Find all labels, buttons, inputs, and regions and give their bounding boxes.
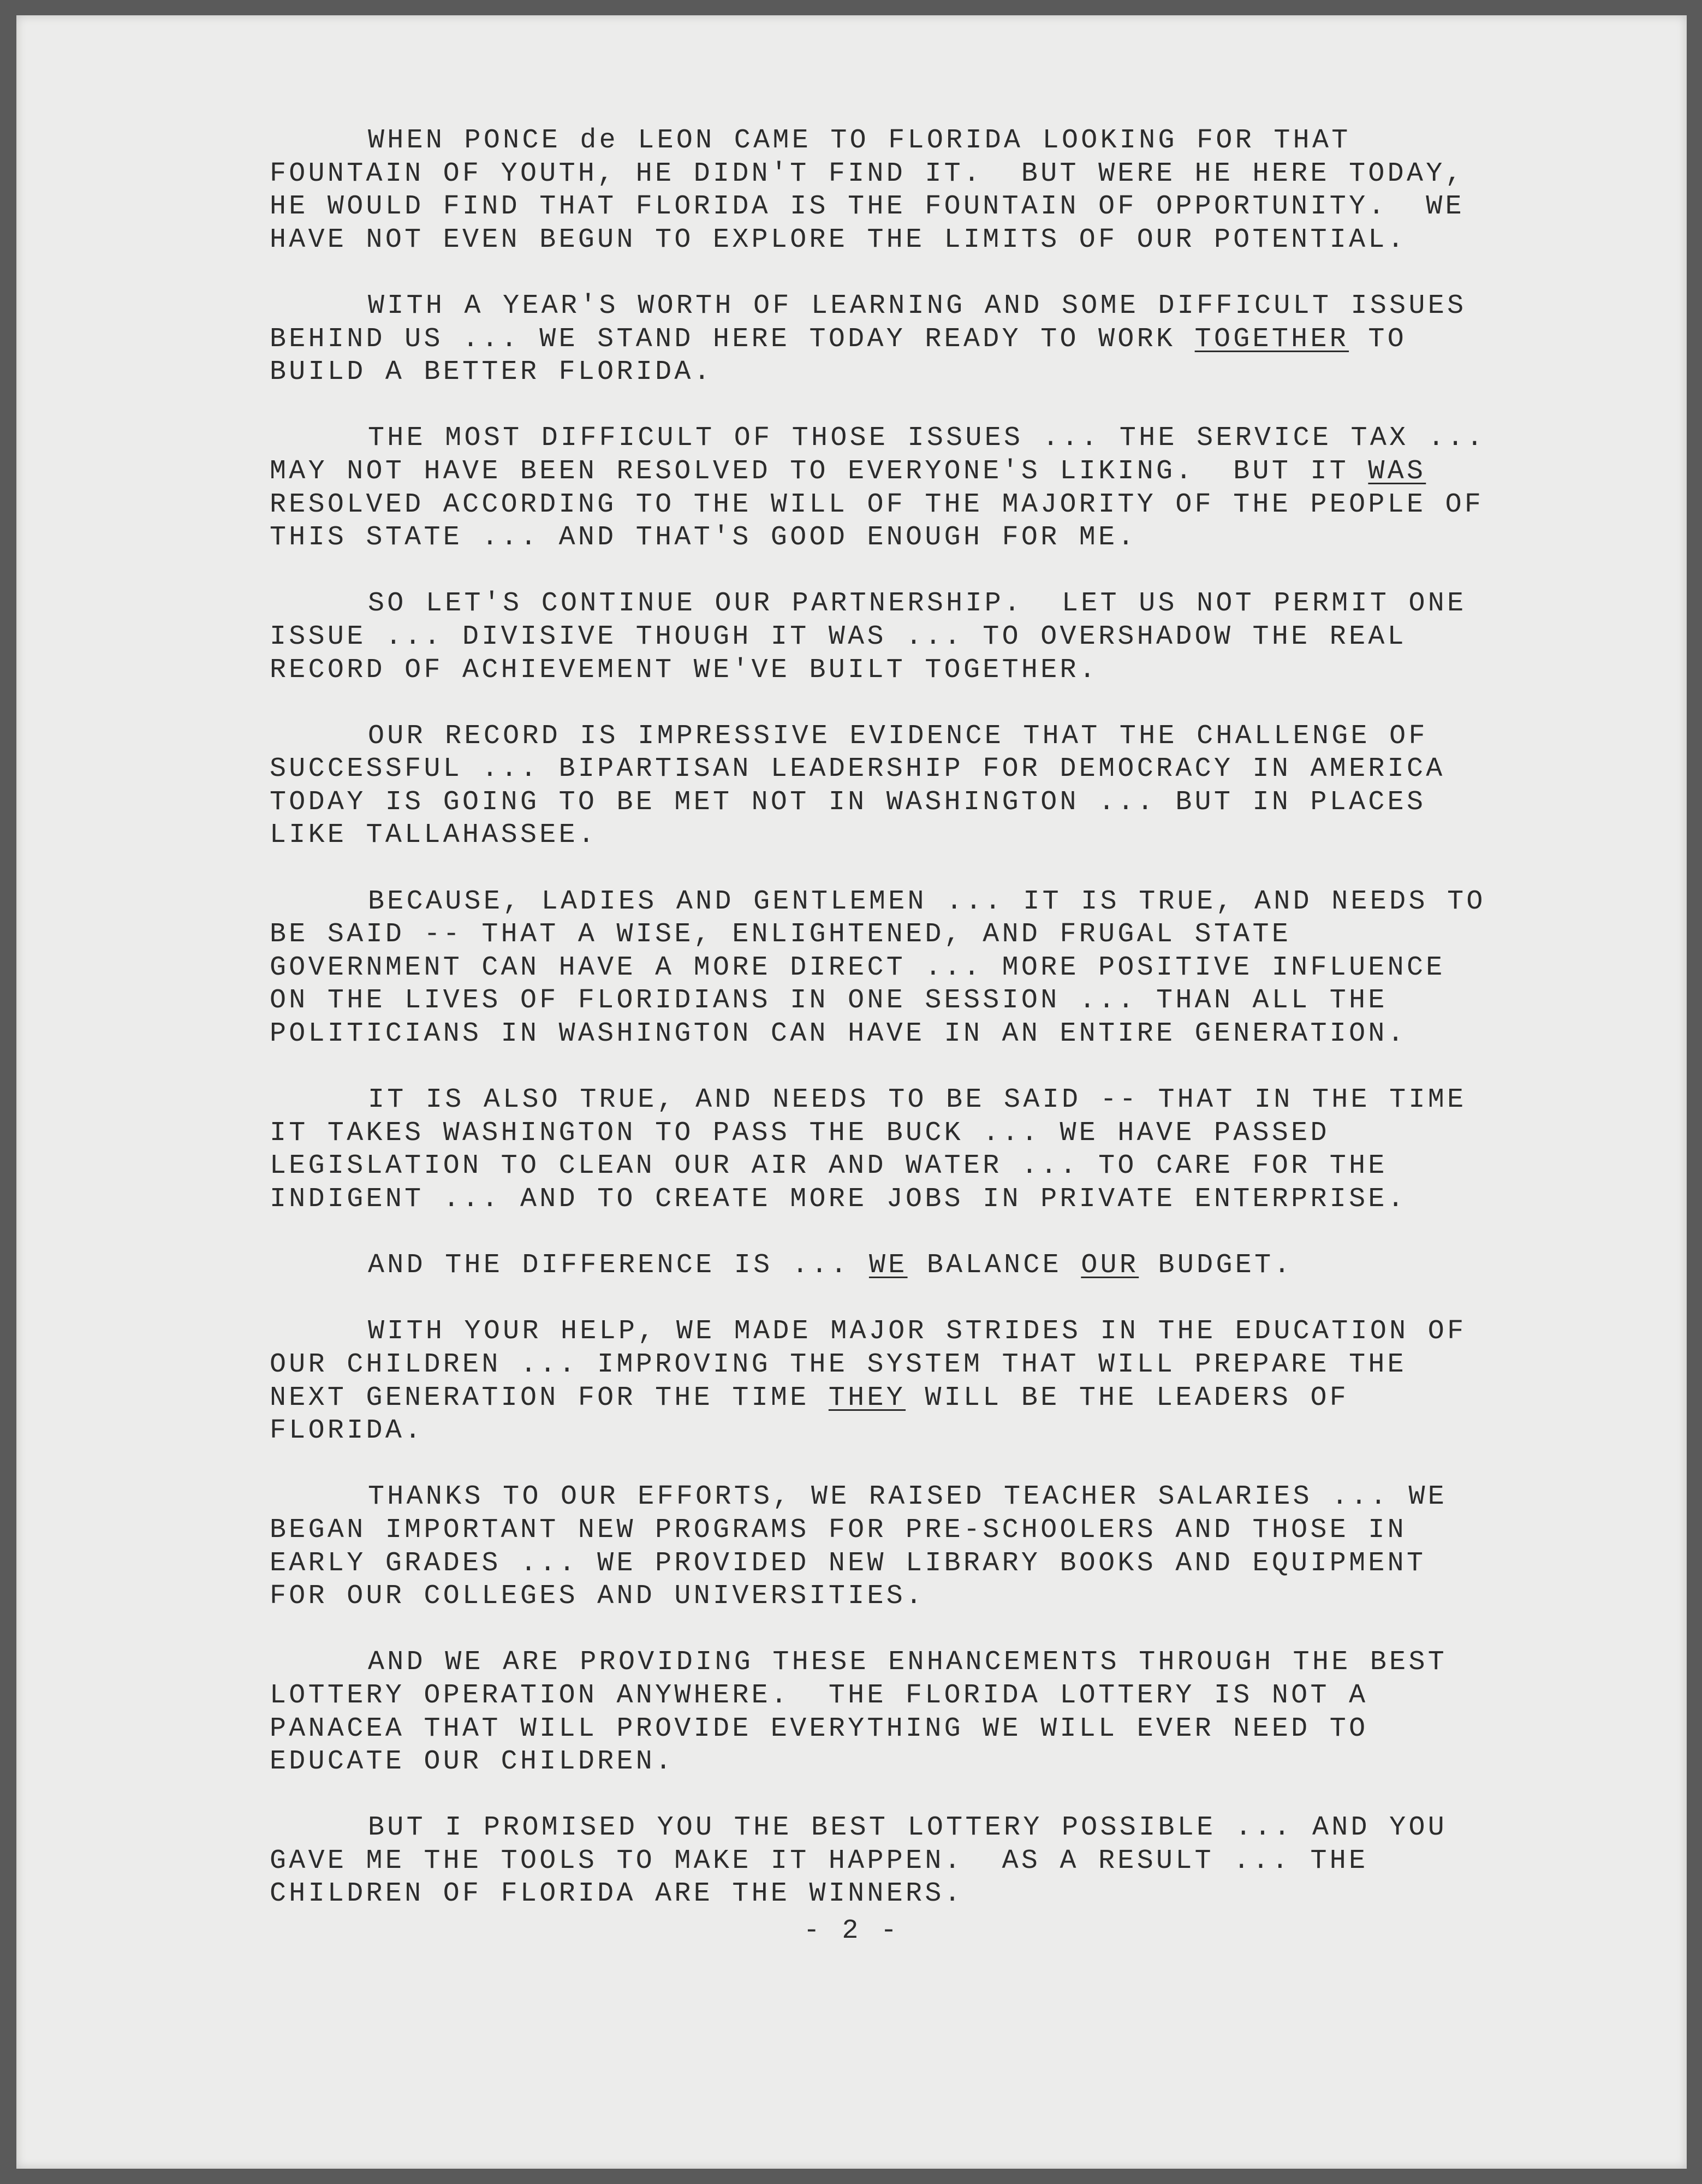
text-line bbox=[270, 1117, 1591, 1150]
text-segment: BUT I PROMISED YOU THE BEST LOTTERY POSSIBLE ... AND YOU bbox=[368, 1812, 1448, 1844]
text-line bbox=[270, 1084, 1591, 1117]
text-line bbox=[270, 952, 1591, 985]
text-line bbox=[270, 124, 1591, 158]
text-line bbox=[270, 1249, 1591, 1283]
paragraph bbox=[270, 886, 1591, 1051]
paragraph bbox=[270, 422, 1591, 554]
text-line bbox=[270, 1150, 1591, 1183]
text-segment: BUILD A BETTER FLORIDA. bbox=[270, 357, 713, 388]
text-line bbox=[270, 819, 1591, 852]
text-line bbox=[270, 521, 1591, 555]
text-segment: BE SAID -- THAT A WISE, ENLIGHTENED, AND FRUGAL STATE bbox=[270, 919, 1292, 951]
text-line bbox=[270, 1812, 1591, 1845]
underlined-word: THEY bbox=[828, 1382, 906, 1414]
text-line bbox=[270, 422, 1591, 455]
paragraph bbox=[270, 1812, 1591, 1911]
text-segment: NEXT GENERATION FOR THE TIME bbox=[270, 1382, 829, 1414]
text-segment: OUR RECORD IS IMPRESSIVE EVIDENCE THAT THE CHALLENGE OF bbox=[368, 720, 1428, 752]
text-segment: IT TAKES WASHINGTON TO PASS THE BUCK ... WE HAVE PASSED bbox=[270, 1117, 1330, 1149]
text-segment: ON THE LIVES OF FLORIDIANS IN ONE SESSION ... THAN ALL THE bbox=[270, 985, 1388, 1017]
paragraph bbox=[270, 1315, 1591, 1447]
text-segment: THE MOST DIFFICULT OF THOSE ISSUES ... THE SERVICE TAX ... bbox=[368, 423, 1486, 454]
text-segment: BALANCE bbox=[907, 1250, 1081, 1281]
text-segment: THANKS TO OUR EFFORTS, WE RAISED TEACHER SALARIES ... WE bbox=[368, 1481, 1448, 1513]
text-line bbox=[270, 1580, 1591, 1613]
text-segment: GOVERNMENT CAN HAVE A MORE DIRECT ... MORE POSITIVE INFLUENCE bbox=[270, 952, 1445, 983]
text-line bbox=[270, 489, 1591, 522]
text-segment: BECAUSE, LADIES AND GENTLEMEN ... IT IS TRUE, AND NEEDS TO bbox=[368, 886, 1486, 917]
text-line bbox=[270, 1315, 1591, 1349]
text-line bbox=[270, 984, 1591, 1018]
text-segment: WHEN PONCE de LEON CAME TO FLORIDA LOOKING FOR THAT bbox=[368, 125, 1351, 156]
underlined-word: WE bbox=[868, 1250, 908, 1281]
text-segment: PANACEA THAT WILL PROVIDE EVERYTHING WE WILL EVER NEED TO bbox=[270, 1713, 1368, 1744]
text-segment: CHILDREN OF FLORIDA ARE THE WINNERS. bbox=[270, 1878, 963, 1910]
text-line bbox=[270, 1878, 1591, 1911]
paragraph bbox=[270, 720, 1591, 852]
paragraph bbox=[270, 587, 1591, 687]
text-segment: OUR CHILDREN ... IMPROVING THE SYSTEM THAT WILL PREPARE THE bbox=[270, 1349, 1407, 1380]
text-segment: LIKE TALLAHASSEE. bbox=[270, 820, 598, 851]
text-segment: EDUCATE OUR CHILDREN. bbox=[270, 1746, 675, 1778]
text-line bbox=[270, 1349, 1591, 1382]
text-line bbox=[270, 1713, 1591, 1746]
text-line bbox=[270, 356, 1591, 389]
text-segment: POLITICIANS IN WASHINGTON CAN HAVE IN AN ENTIRE GENERATION. bbox=[270, 1018, 1407, 1050]
text-segment: FOR OUR COLLEGES AND UNIVERSITIES. bbox=[270, 1581, 925, 1612]
document-page bbox=[16, 15, 1687, 2169]
paragraph bbox=[270, 1084, 1591, 1216]
text-segment: WITH YOUR HELP, WE MADE MAJOR STRIDES IN THE EDUCATION OF bbox=[368, 1316, 1467, 1348]
paragraph bbox=[270, 1646, 1591, 1778]
text-line bbox=[270, 224, 1591, 257]
text-segment: RESOLVED ACCORDING TO THE WILL OF THE MAJORITY OF THE PEOPLE OF bbox=[270, 489, 1484, 520]
paragraph bbox=[270, 1249, 1591, 1283]
text-segment: MAY NOT HAVE BEEN RESOLVED TO EVERYONE'S LIKING. BUT IT bbox=[270, 455, 1368, 487]
text-segment: TODAY IS GOING TO BE MET NOT IN WASHINGTON ... BUT IN PLACES bbox=[270, 786, 1426, 818]
text-line bbox=[270, 1514, 1591, 1547]
text-segment: HE WOULD FIND THAT FLORIDA IS THE FOUNTAIN OF OPPORTUNITY. WE bbox=[270, 191, 1465, 223]
text-segment: ISSUE ... DIVISIVE THOUGH IT WAS ... TO OVERSHADOW THE REAL bbox=[270, 621, 1407, 652]
text-segment: WILL BE THE LEADERS OF bbox=[906, 1382, 1349, 1414]
underlined-word: OUR bbox=[1081, 1250, 1139, 1281]
text-segment: AND THE DIFFERENCE IS ... bbox=[368, 1250, 869, 1281]
text-line bbox=[270, 720, 1591, 753]
text-line bbox=[270, 621, 1591, 654]
text-line bbox=[270, 290, 1591, 323]
text-segment: SO LET'S CONTINUE OUR PARTNERSHIP. LET US NOT PERMIT ONE bbox=[368, 588, 1467, 620]
text-segment: BEHIND US ... WE STAND HERE TODAY READY TO WORK bbox=[270, 323, 1195, 355]
text-segment: INDIGENT ... AND TO CREATE MORE JOBS IN PRIVATE ENTERPRISE. bbox=[270, 1184, 1407, 1215]
text-segment: FOUNTAIN OF YOUTH, HE DIDN'T FIND IT. BUT WERE HE HERE TODAY, bbox=[270, 158, 1465, 189]
text-line bbox=[270, 1547, 1591, 1581]
text-line bbox=[270, 918, 1591, 952]
paragraph bbox=[270, 1481, 1591, 1613]
text-line bbox=[270, 455, 1591, 489]
paragraph bbox=[270, 124, 1591, 257]
text-line bbox=[270, 158, 1591, 191]
text-segment: SUCCESSFUL ... BIPARTISAN LEADERSHIP FOR DEMOCRACY IN AMERICA bbox=[270, 753, 1445, 785]
underlined-word: WAS bbox=[1368, 455, 1426, 487]
text-line bbox=[270, 1845, 1591, 1878]
text-line bbox=[270, 323, 1591, 357]
text-line bbox=[270, 1018, 1591, 1051]
text-segment: TO bbox=[1349, 323, 1407, 355]
text-line bbox=[270, 1679, 1591, 1713]
text-segment: GAVE ME THE TOOLS TO MAKE IT HAPPEN. AS A RESULT ... THE bbox=[270, 1845, 1368, 1877]
text-line bbox=[270, 1646, 1591, 1679]
text-line bbox=[270, 1183, 1591, 1216]
text-line bbox=[270, 886, 1591, 919]
text-segment: AND WE ARE PROVIDING THESE ENHANCEMENTS THROUGH THE BEST bbox=[368, 1647, 1448, 1678]
text-segment: BEGAN IMPORTANT NEW PROGRAMS FOR PRE-SCHOOLERS AND THOSE IN bbox=[270, 1514, 1407, 1546]
text-line bbox=[270, 786, 1591, 820]
text-segment: BUDGET. bbox=[1139, 1250, 1293, 1281]
text-segment: WITH A YEAR'S WORTH OF LEARNING AND SOME DIFFICULT ISSUES bbox=[368, 290, 1467, 322]
text-segment: FLORIDA. bbox=[270, 1415, 424, 1447]
text-line bbox=[270, 191, 1591, 224]
text-line bbox=[270, 1746, 1591, 1779]
text-line bbox=[270, 587, 1591, 621]
text-segment: THIS STATE ... AND THAT'S GOOD ENOUGH FOR ME. bbox=[270, 522, 1137, 554]
text-segment: RECORD OF ACHIEVEMENT WE'VE BUILT TOGETHER. bbox=[270, 654, 1099, 686]
text-segment: LEGISLATION TO CLEAN OUR AIR AND WATER ... TO CARE FOR THE bbox=[270, 1150, 1388, 1182]
paragraph bbox=[270, 290, 1591, 389]
text-line bbox=[270, 654, 1591, 687]
underlined-word: TOGETHER bbox=[1194, 323, 1349, 355]
text-line bbox=[270, 1481, 1591, 1514]
speech-body bbox=[270, 124, 1591, 1944]
text-line bbox=[270, 1382, 1591, 1415]
text-line bbox=[270, 753, 1591, 786]
text-segment: HAVE NOT EVEN BEGUN TO EXPLORE THE LIMITS OF OUR POTENTIAL. bbox=[270, 224, 1407, 256]
text-segment: IT IS ALSO TRUE, AND NEEDS TO BE SAID -- THAT IN THE TIME bbox=[368, 1084, 1467, 1116]
page-number: - 2 - bbox=[803, 1915, 900, 1946]
text-line bbox=[270, 1415, 1591, 1448]
text-segment: EARLY GRADES ... WE PROVIDED NEW LIBRARY BOOKS AND EQUIPMENT bbox=[270, 1547, 1426, 1579]
text-segment: LOTTERY OPERATION ANYWHERE. THE FLORIDA LOTTERY IS NOT A bbox=[270, 1679, 1368, 1711]
